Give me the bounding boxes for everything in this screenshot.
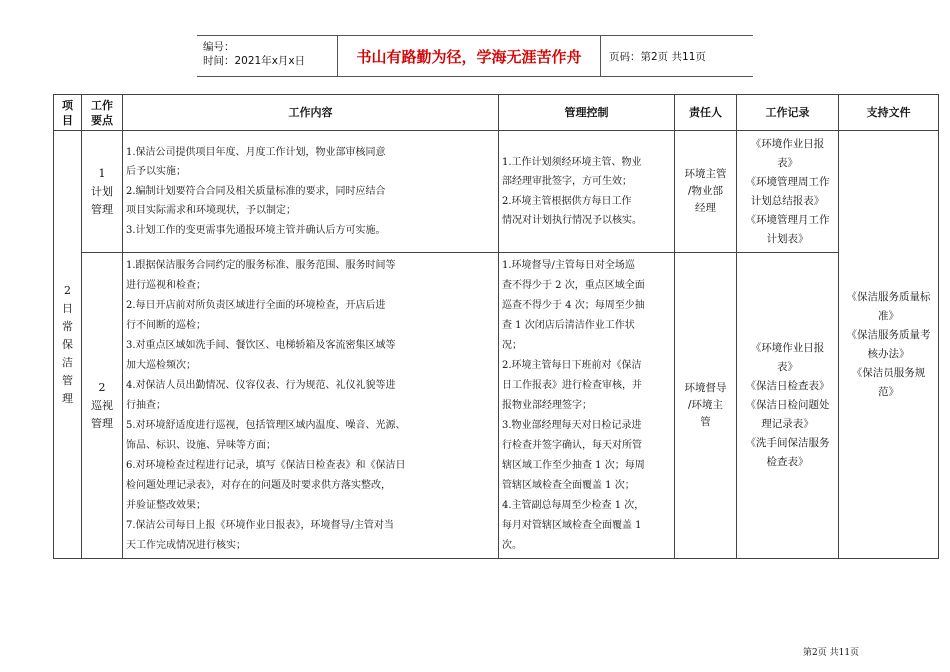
content-cell: 1.保洁公司提供项目年度、月度工作计划，物业部审核同意 后予以实施； 2.编制计划要符合合同及相关质量标准的要求，同时应结合 项目实际需求和环境现状，予以制定； 3.计划工作的变更需事先通报环境主管并确认后方可实施。 <box>123 131 499 253</box>
owner-cell: 环境督导 /环境主 管 <box>675 253 737 559</box>
header-docs: 支持文件 <box>839 95 939 131</box>
control-cell: 1.工作计划须经环境主管、物业 部经理审批签字，方可生效； 2.环境主管根据供方每日工作 情况对计划执行情况予以核实。 <box>499 131 675 253</box>
content-cell: 1.跟据保洁服务合同约定的服务标准、服务范围、服务时间等 进行巡视和检查； 2.每日开店前对所负责区域进行全面的环境检查，开店后进 行不间断的巡检； 3.对重点区域如洗手间、餐饮区、电梯轿箱及客流密集区域等 加大巡检频次； 4.对保洁人员出勤情况、仪容仪表、行为规范、礼仪礼貌等进 行抽查； 5.对环境舒适度进行巡视，包括管理区域内温度、噪音、光源、 饰品、标识、设施、异味等方面； 6.对环境检查过程进行记录，填写《保洁日检查表》和《保洁日 检问题处理记录表》，对存在的问题及时要求供方落实整改， 并验证整改效果； 7.保洁公司每日上报《环境作业日报表》，环境督导/主管对当 天工作完成情况进行核实； <box>123 253 499 559</box>
header-motto: 书山有路勤为径，学海无涯苦作舟 <box>338 36 601 76</box>
support-docs-cell: 《保洁服务质量标 准》 《保洁服务质量考 核办法》 《保洁员服务规 范》 <box>839 131 939 559</box>
header-owner: 责任人 <box>675 95 737 131</box>
control-cell: 1.环境督导/主管每日对全场巡 查不得少于 2 次，重点区域全面 巡查不得少于 4 次；每周至少抽 查 1 次闭店后清洁作业工作状 况； 2.环境主管每日下班前对《保洁 日工作报表》进行检查审核，并 报物业部经理签字； 3.物业部经理每天对日检记录进 行检查并签字确认，每天对所管 辖区域工作至少抽查 1 次；每周 管辖区域检查全面覆盖 1 次； 4.主管副总每周至少检查 1 次， 每月对管辖区域检查全面覆盖 1 次。 <box>499 253 675 559</box>
record-cell: 《环境作业日报 表》 《环境管理周工作 计划总结报表》 《环境管理月工作 计划表》 <box>737 131 839 253</box>
key-point-cell: 2 巡视 管理 <box>82 253 123 559</box>
key-point-cell: 1 计划 管理 <box>82 131 123 253</box>
header-page-number: 页码：第2页 共11页 <box>609 50 706 63</box>
table-header-row <box>54 95 939 131</box>
table-row <box>54 253 939 559</box>
document-number-label: 编号： <box>203 41 235 53</box>
header-item: 项 目 <box>54 95 82 131</box>
owner-cell: 环境主管 /物业部 经理 <box>675 131 737 253</box>
document-header <box>197 35 753 77</box>
header-key-point: 工作 要点 <box>82 95 123 131</box>
header-content: 工作内容 <box>123 95 499 131</box>
header-meta <box>197 36 338 76</box>
category-cell: 2 日 常 保 洁 管 理 <box>54 131 82 559</box>
table-row <box>54 131 939 253</box>
record-cell: 《环境作业日报 表》 《保洁日检查表》 《保洁日检问题处 理记录表》 《洗手间保洁服务 检查表》 <box>737 253 839 559</box>
header-control: 管理控制 <box>499 95 675 131</box>
work-table <box>53 94 939 559</box>
header-record: 工作记录 <box>737 95 839 131</box>
page-footer: 第2页 共11页 <box>803 648 860 658</box>
document-date: 时间：2021年x月x日 <box>203 55 306 67</box>
